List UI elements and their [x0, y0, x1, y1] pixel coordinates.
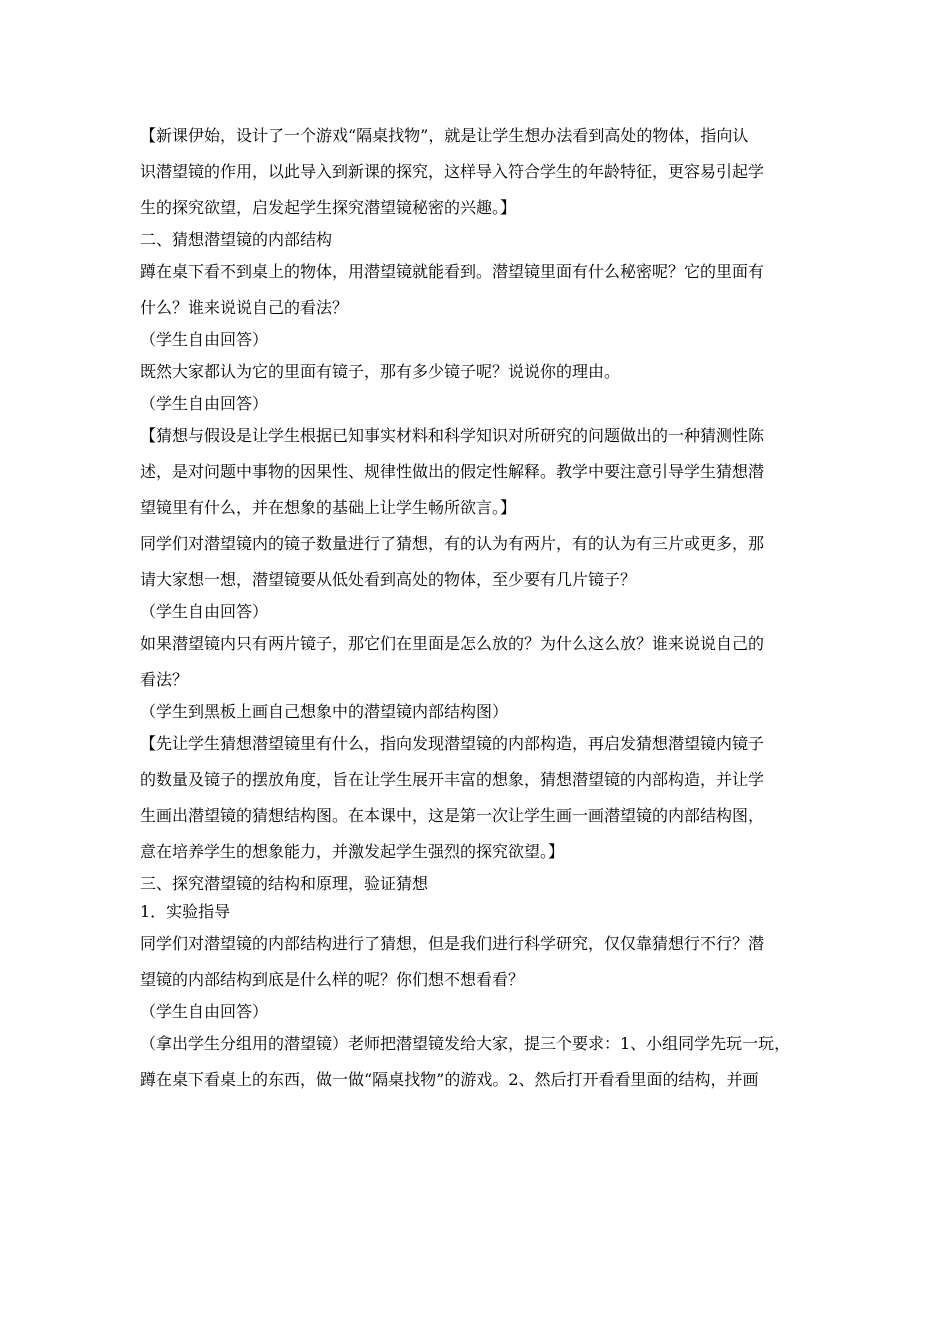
text-line: 同学们对潜望镜的内部结构进行了猜想，但是我们进行科学研究，仅仅靠猜想行不行？潜	[140, 934, 765, 953]
text-line: 如果潜望镜内只有两片镜子，那它们在里面是怎么放的？为什么这么放？谁来说说自己的	[140, 634, 765, 653]
text-line: 蹲在桌下看桌上的东西，做一做“隔桌找物”的游戏。2、然后打开看看里面的结构，并画	[140, 1070, 759, 1089]
text-line: 什么？谁来说说自己的看法？	[140, 298, 349, 317]
text-line: 生画出潜望镜的猜想结构图。在本课中，这是第一次让学生画一画潜望镜的内部结构图，	[140, 806, 765, 825]
text-line: （学生自由回答）	[140, 1002, 269, 1021]
text-line: 述，是对问题中事物的因果性、规律性做出的假定性解释。教学中要注意引导学生猜想潜	[140, 462, 765, 481]
text-line: 的数量及镜子的摆放角度，旨在让学生展开丰富的想象，猜想潜望镜的内部构造，并让学	[140, 770, 765, 789]
text-line: （学生自由回答）	[140, 394, 269, 413]
document-body	[140, 118, 820, 1098]
text-line: 意在培养学生的想象能力，并激发起学生强烈的探究欲望。】	[140, 842, 565, 861]
text-line: （学生自由回答）	[140, 330, 269, 349]
text-line: 识潜望镜的作用，以此导入到新课的探究，这样导入符合学生的年龄特征，更容易引起学	[140, 162, 765, 181]
text-line: （拿出学生分组用的潜望镜）老师把潜望镜发给大家，提三个要求：1、小组同学先玩一玩，	[140, 1034, 791, 1053]
text-line: 二、猜想潜望镜的内部结构	[140, 230, 333, 249]
text-line: 【先让学生猜想潜望镜里有什么，指向发现潜望镜的内部构造，再启发猜想潜望镜内镜子	[140, 734, 765, 753]
text-line: 1．实验指导	[140, 902, 231, 921]
text-line: （学生自由回答）	[140, 602, 269, 621]
text-line: 三、探究潜望镜的结构和原理，验证猜想	[140, 874, 429, 893]
text-line: 【猜想与假设是让学生根据已知事实材料和科学知识对所研究的问题做出的一种猜测性陈	[140, 426, 765, 445]
text-line: 同学们对潜望镜内的镜子数量进行了猜想，有的认为有两片，有的认为有三片或更多，那	[140, 534, 765, 553]
text-line: 既然大家都认为它的里面有镜子，那有多少镜子呢？说说你的理由。	[140, 362, 621, 381]
text-line: 看法？	[140, 670, 189, 689]
text-line: 蹲在桌下看不到桌上的物体，用潜望镜就能看到。潜望镜里面有什么秘密呢？它的里面有	[140, 262, 765, 281]
text-line: 生的探究欲望，启发起学生探究潜望镜秘密的兴趣。】	[140, 198, 517, 217]
text-line: 请大家想一想，潜望镜要从低处看到高处的物体，至少要有几片镜子？	[140, 570, 637, 589]
text-line: 望镜的内部结构到底是什么样的呢？你们想不想看看？	[140, 970, 525, 989]
text-line: 【新课伊始，设计了一个游戏“隔桌找物”，就是让学生想办法看到高处的物体，指向认	[140, 126, 749, 145]
text-line: 望镜里有什么，并在想象的基础上让学生畅所欲言。】	[140, 498, 517, 517]
text-line: （学生到黑板上画自己想象中的潜望镜内部结构图）	[140, 702, 509, 721]
